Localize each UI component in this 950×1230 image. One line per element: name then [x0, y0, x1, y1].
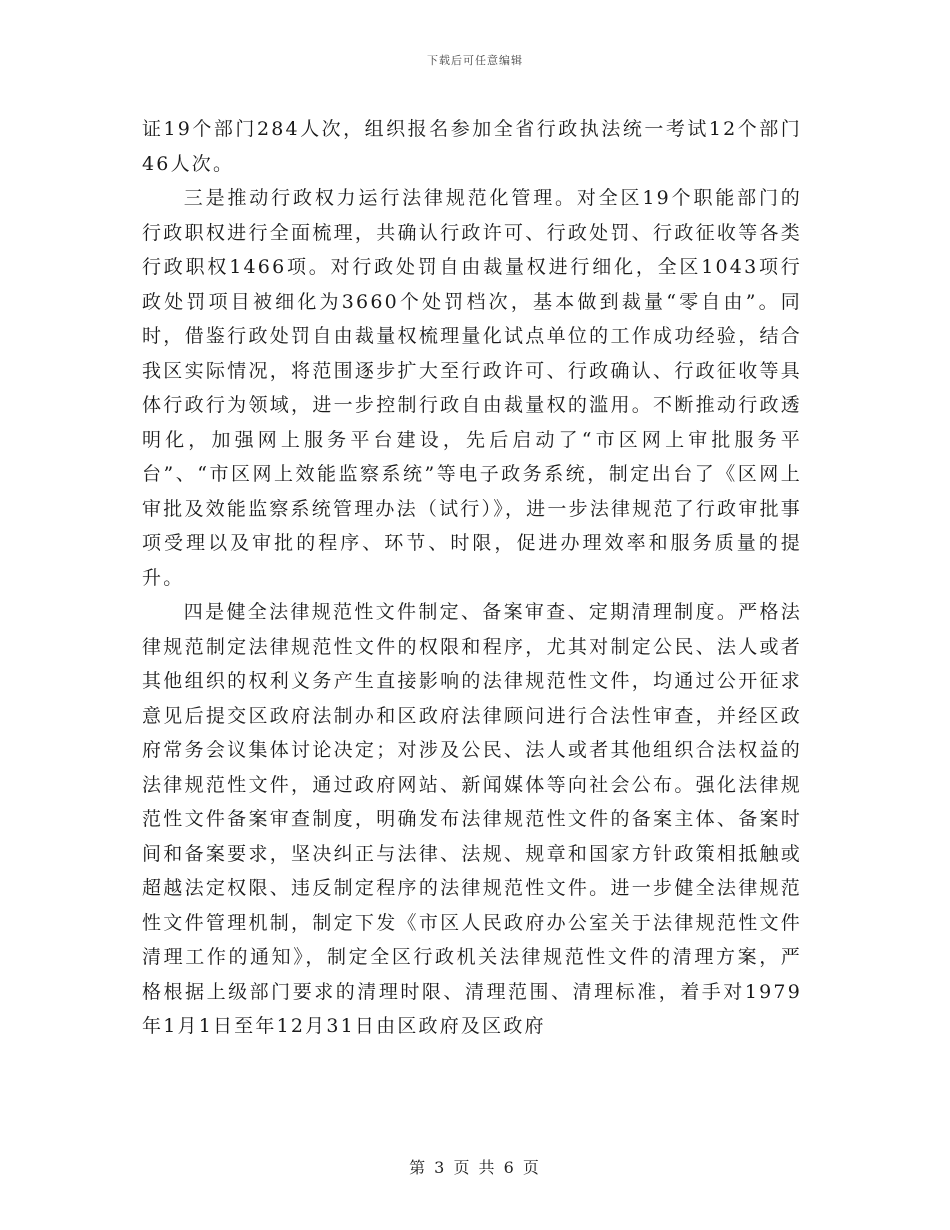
- page-header: 下载后可任意编辑: [427, 54, 523, 67]
- paragraph-normative-documents: 四是健全法律规范性文件制定、备案审查、定期清理制度。严格法律规范制定法律规范性文件的权限和程序，尤其对制定公民、法人或者其他组织的权利义务产生直接影响的法律规范性文件，均通过公开征求意见后提交区政府法制办和区政府法律顾问进行合法性审查，并经区政府常务会议集体讨论决定；对涉及公民、法人或者其他组织合法权益的法律规范性文件，通过政府网站、新闻媒体等向社会公布。强化法律规范性文件备案审查制度，明确发布法律规范性文件的备案主体、备案时间和备案要求，坚决纠正与法律、法规、规章和国家方针政策相抵触或超越法定权限、违反制定程序的法律规范性文件。进一步健全法律规范性文件管理机制，制定下发《市区人民政府办公室关于法律规范性文件清理工作的通知》，制定全区行政机关法律规范性文件的清理方案，严格根据上级部门要求的清理时限、清理范围、清理标准，着手对1979年1月1日至年12月31日由区政府及区政府: [142, 601, 802, 1037]
- paragraph-continuation: 证19个部门284人次，组织报名参加全省行政执法统一考试12个部门46人次。: [142, 118, 802, 175]
- document-body: [142, 112, 802, 1044]
- page-number: 第 3 页 共 6 页: [409, 1158, 541, 1177]
- paragraph-administrative-power: 三是推动行政权力运行法律规范化管理。对全区19个职能部门的行政职权进行全面梳理，共确认行政许可、行政处罚、行政征收等各类行政职权1466项。对行政处罚自由裁量权进行细化，全区1043项行政处罚项目被细化为3660个处罚档次，基本做到裁量“零自由”。同时，借鉴行政处罚自由裁量权梳理量化试点单位的工作成功经验，结合我区实际情况，将范围逐步扩大至行政许可、行政确认、行政征收等具体行政行为领域，进一步控制行政自由裁量权的滥用。不断推动行政透明化，加强网上服务平台建设，先后启动了“市区网上审批服务平台”、“市区网上效能监察系统”等电子政务系统，制定出台了《区网上审批及效能监察系统管理办法（试行）》，进一步法律规范了行政审批事项受理以及审批的程序、环节、时限，促进办理效率和服务质量的提升。: [142, 187, 802, 589]
